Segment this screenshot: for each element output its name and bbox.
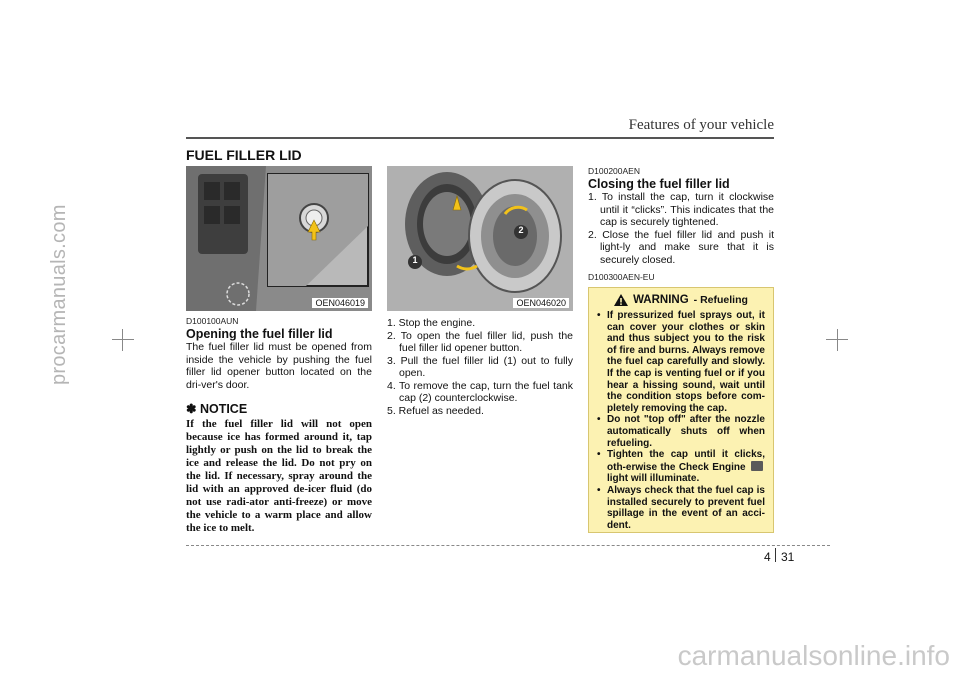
crop-mark-left-v (122, 329, 123, 351)
left-section-code: D100100AUN (186, 316, 239, 326)
opening-step: 5. Refuel as needed. (387, 404, 484, 417)
notice-text: If the fuel filler lid will not open because ice has formed around it, tap lightly or push on the lid to break the ice and release the lid. Do not pry on the lid. If necessary, spray around the lid with an approved de-icer fluid (do not use radi-ator anti-freeze) or move the vehicle to a warm place and allow the ice to melt. (186, 418, 372, 534)
chapter-number: 4 (764, 550, 771, 564)
left-column-text (186, 316, 372, 535)
header-title: Features of your vehicle (628, 117, 774, 133)
warning-item (597, 449, 765, 485)
callout-2: 2 (518, 225, 524, 235)
opening-step: 2. To open the fuel filler lid, push the fuel filler lid opener button. (387, 329, 573, 354)
opening-step: 1. Stop the engine. (387, 317, 476, 329)
header-rule (186, 137, 774, 139)
bottom-watermark: carmanualsonline.info (677, 640, 950, 671)
door-switch-illustration (186, 166, 372, 311)
footer-rule (186, 545, 830, 546)
warning-header (597, 294, 765, 306)
fuel-lid-illustration (387, 166, 573, 311)
warning-title: WARNING (633, 294, 689, 306)
right-section-code: D100200AEN (588, 166, 640, 176)
warning-item-text: Tighten the cap until it clicks, oth-erwise the Check Engine (607, 449, 765, 473)
door-switch-photo (186, 166, 372, 311)
closing-heading: Closing the fuel filler lid (588, 177, 730, 191)
notice-title: ✽ NOTICE (186, 402, 248, 416)
closing-step: 2. Close the fuel filler lid and push it light-ly and make sure that it is securely closed. (588, 228, 774, 266)
fuel-lid-photo (387, 166, 573, 311)
warning-list (597, 310, 765, 531)
warning-item: • Do not "top off" after the nozzle automatically shuts off when refueling. (597, 414, 765, 449)
opening-step: 3. Pull the fuel filler lid (1) out to fully open. (387, 354, 573, 379)
warning-section-code: D100300AEN-EU (588, 272, 655, 282)
crop-mark-right-v (837, 329, 838, 351)
section-title: FUEL FILLER LID (186, 147, 302, 163)
warning-item: • If pressurized fuel sprays out, it can cover your clothes or skin and thus subject you to the risk of fire and burns. Always remove the fuel cap carefully and slowly. If the cap is venting fuel or if you hear a hissing sound, wait until the condition stops before com-pletely removing the cap. (597, 310, 765, 414)
closing-steps (588, 191, 774, 266)
closing-step: 1. To install the cap, turn it clockwise until it “clicks”. This indicates that the cap is securely tightened. (588, 191, 774, 228)
left-photo-label: OEN046019 (312, 298, 368, 308)
warning-triangle-icon (614, 294, 628, 306)
crop-mark-left-h (112, 339, 134, 340)
warning-subtitle: - Refueling (693, 294, 748, 306)
opening-step: 4. To remove the cap, turn the fuel tank cap (2) counterclockwise. (387, 379, 573, 404)
check-engine-icon (751, 461, 763, 471)
warning-box (588, 287, 774, 533)
page-divider (775, 548, 776, 562)
right-column-text (588, 166, 774, 266)
opening-body: The fuel filler lid must be opened from inside the vehicle by pushing the fuel filler lid opener button located on the dri-ver's door. (186, 341, 372, 391)
warning-item: • Always check that the fuel cap is installed securely to prevent fuel spillage in the event of an acci-dent. (597, 485, 765, 531)
middle-column-text (387, 317, 573, 417)
side-watermark: procarmanuals.com (48, 204, 70, 385)
callout-1: 1 (412, 255, 418, 265)
opening-heading: Opening the fuel filler lid (186, 327, 333, 341)
page-number: 31 (781, 550, 795, 564)
opening-steps (387, 317, 573, 417)
middle-photo-label: OEN046020 (513, 298, 569, 308)
warning-item-text: light will illuminate. (607, 473, 700, 485)
